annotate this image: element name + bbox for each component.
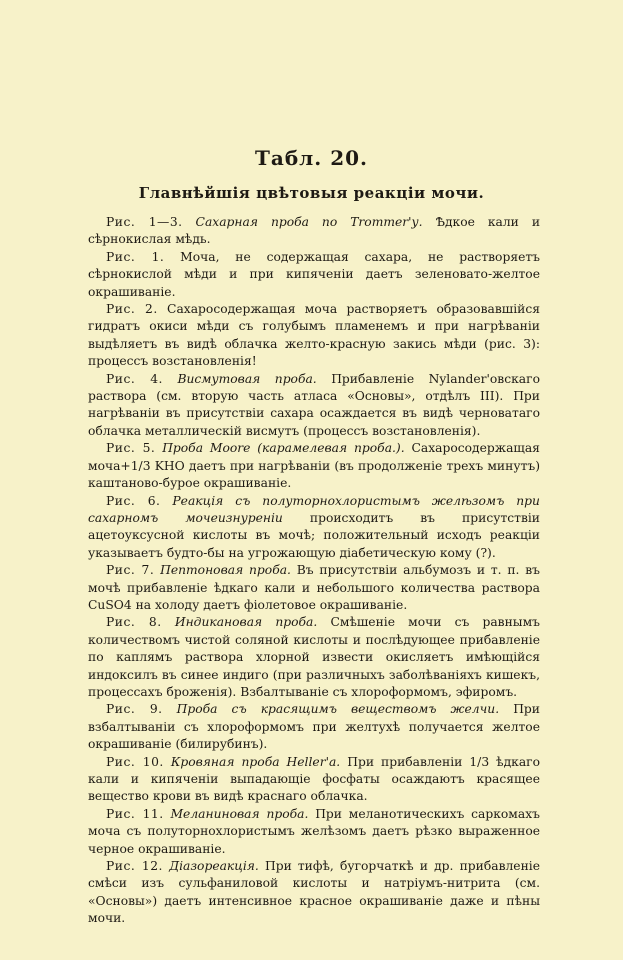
document-body: [88, 214, 540, 928]
paragraph-fig-9: [88, 701, 540, 753]
paragraph-text: Смѣшеніе мочи съ равнымъ количествомъ чистой соляной кислоты и послѣдующее прибавленіе по каплямъ раствора хлорной извести окисляетъ имѣющійся индоксилъ въ синее индиго (при различныхъ заболѣваніяхъ кишекъ, процессахъ броженія). Взбалтываніе съ хлороформомъ, эфиромъ.: [88, 615, 540, 699]
paragraph-fig-5: [88, 440, 540, 492]
test-name: Сахарная проба по Trommer'у.: [195, 215, 423, 229]
paragraph-fig-2: [88, 301, 540, 371]
paragraph-text: происходитъ въ присутствіи ацетоуксусной кислоты въ мочѣ; положительный исходъ реакціи указываетъ будто-бы на угрожающую діабетическую кому (?).: [88, 510, 540, 560]
paragraph-fig-1: [88, 249, 540, 301]
paragraph-text: Сахаросодержащая моча растворяетъ образовавшійся гидратъ окиси мѣди съ голубымъ пламенемъ и при нагрѣваніи выдѣляетъ въ видѣ облачка желто-красную закись мѣди (рис. 3): процессъ возстановленія!: [88, 302, 540, 369]
paragraph-text: При прибавленіи 1/3 ѣдкаго кали и кипяченіи выпадающіе фосфаты осаждаютъ красящее вещество крови въ видѣ краснаго облачка.: [88, 754, 540, 804]
figure-label: Рис. 11.: [106, 806, 164, 821]
paragraph-fig-12: [88, 858, 540, 928]
test-name: Индикановая проба.: [174, 615, 318, 630]
paragraph-text: Въ присутствіи альбумозъ и т. п. въ мочѣ прибавленіе ѣдкаго кали и небольшого количества раствора CuSO4 на холоду даетъ фіолетовое окрашиваніе.: [88, 563, 540, 612]
figure-label: Рис. 1.: [106, 249, 165, 264]
paragraph-fig-4: [88, 371, 540, 441]
paragraph-fig-7: [88, 562, 540, 614]
test-name: Проба съ красящимъ веществомъ желчи.: [176, 702, 500, 717]
paragraph-fig-11: [88, 806, 540, 858]
figure-label: Рис. 7.: [106, 563, 155, 578]
test-name: Висмутовая проба.: [177, 371, 317, 386]
test-name: Реакція съ полуторнохлористымъ желѣзомъ при сахарномъ мочеизнуреніи: [88, 493, 540, 525]
figure-label: Рис. 4.: [106, 371, 163, 386]
paragraph-text: При меланотическихъ саркомахъ моча съ полуторнохлористымъ желѣзомъ даетъ рѣзко выраженное черное окрашиваніе.: [88, 806, 540, 856]
figure-label: Рис. 1—3.: [106, 215, 183, 229]
paragraph-fig-1-3: [88, 214, 540, 249]
figure-label: Рис. 8.: [106, 615, 162, 630]
test-name: Пептоновая проба.: [160, 563, 291, 578]
test-name: Меланиновая проба.: [170, 806, 309, 821]
figure-label: Рис. 10.: [106, 754, 164, 769]
test-name: Кровяная проба Heller'а.: [170, 754, 341, 769]
figure-label: Рис. 2.: [106, 302, 158, 317]
test-name: Проба Moore (карамелевая проба.).: [162, 441, 405, 456]
figure-label: Рис. 12.: [106, 859, 163, 874]
paragraph-text: Прибавленіе Nylander'овскаго раствора (см. вторую часть атласа «Основы», отдѣлъ III). При нагрѣваніи въ присутствіи сахара осаждается въ видѣ черноватаго облачка металлическій висмутъ (процессъ возстановленія).: [88, 371, 540, 438]
paragraph-text: Ѣдкое кали и сѣрнокислая мѣдь.: [88, 215, 541, 247]
page-subtitle: Главнѣйшія цвѣтовыя реакціи мочи.: [138, 184, 485, 202]
paragraph-text: При тифѣ, бугорчаткѣ и др. прибавленіе смѣси изъ сульфаниловой кислоты и натріумъ-нитрита (см. «Основы») даетъ интенсивное красное окрашиваніе даже и пѣны мочи.: [88, 859, 540, 926]
paragraph-text: Сахаросодержащая моча+1/3 KHO даетъ при нагрѣваніи (въ продолженіе трехъ минутъ) каштаново-бурое окрашиваніе.: [88, 441, 540, 491]
test-name: Діазореакція.: [169, 859, 259, 874]
paragraph-text: Моча, не содержащая сахара, не растворяетъ сѣрнокислой мѣди и при кипяченіи даетъ зеленовато-желтое окрашиваніе.: [88, 249, 540, 299]
paragraph-fig-10: [88, 754, 540, 806]
figure-label: Рис. 5.: [106, 441, 156, 456]
page-title: Табл. 20.: [254, 146, 368, 170]
figure-label: Рис. 9.: [106, 702, 163, 717]
paragraph-fig-8: [88, 614, 540, 701]
figure-label: Рис. 6.: [106, 493, 161, 508]
paragraph-text: При взбалтываніи съ хлороформомъ при желтухѣ получается желтое окрашиваніе (билирубинъ).: [88, 702, 540, 752]
paragraph-fig-6: [88, 493, 540, 563]
